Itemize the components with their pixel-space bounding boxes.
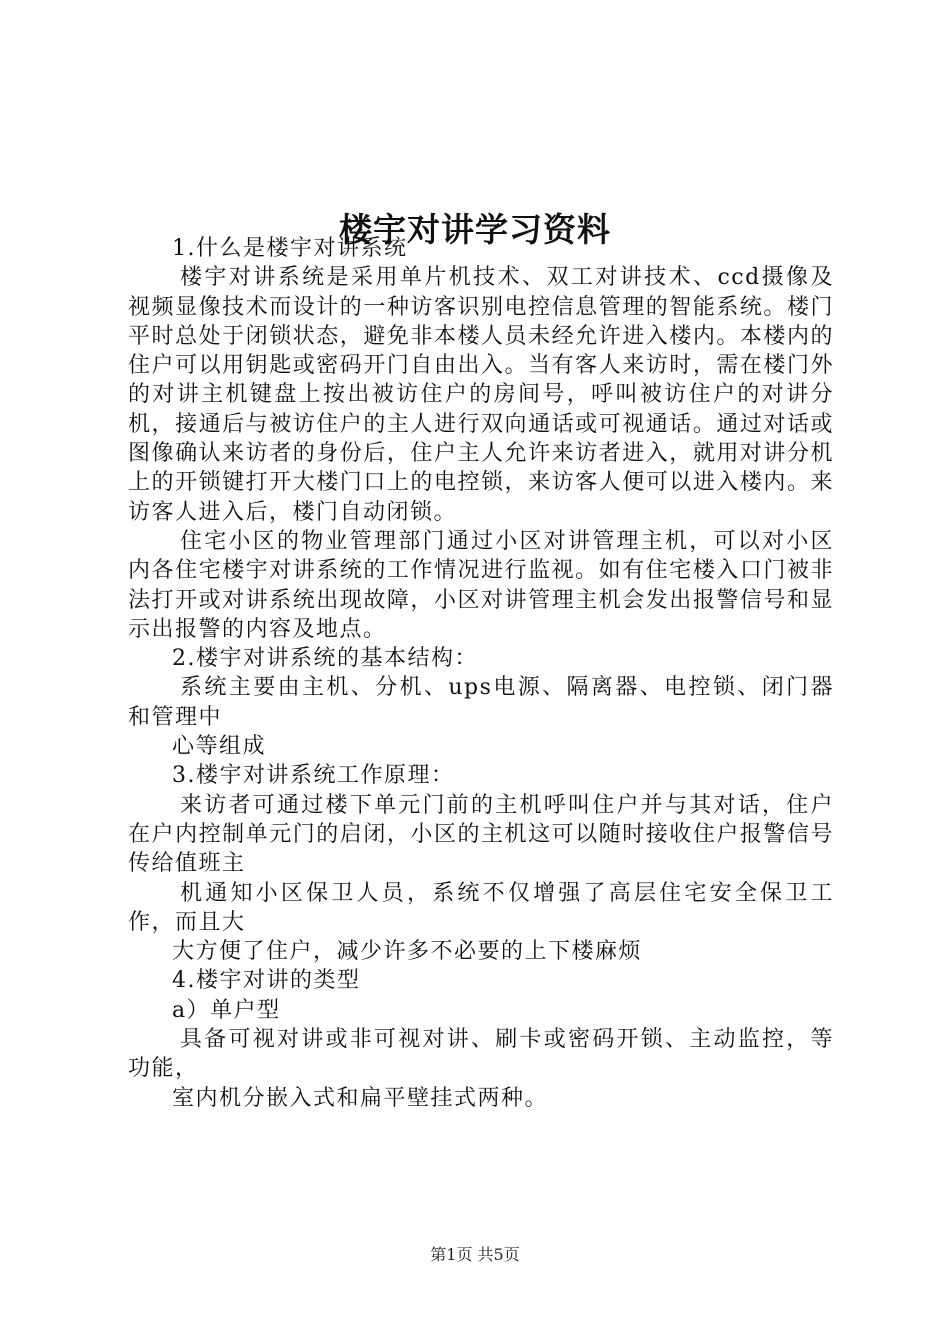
body-paragraph: 来访者可通过楼下单元门前的主机呼叫住户并与其对话，住户在户内控制单元门的启闭，小区的主机这可以随时接收住户报警信号传给值班主	[128, 792, 834, 877]
body-paragraph: 楼宇对讲系统是采用单片机技术、双工对讲技术、ccd摄像及视频显像技术而设计的一种访客识别电控信息管理的智能系统。楼门平时总处于闭锁状态，避免非本楼人员未经允许进入楼内。本楼内的住户可以用钥匙或密码开门自由出入。当有客人来访时，需在楼门外的对讲主机键盘上按出被访住户的房间号，呼叫被访住户的对讲分机，接通后与被访住户的主人进行双向通话或可视通话。通过对话或图像确认来访者的身份后，住户主人允许来访者进入，就用对讲分机上的开锁键打开大楼门口上的电控锁，来访客人便可以进入楼内。来访客人进入后，楼门自动闭锁。	[128, 265, 834, 525]
subsection-heading: a）单户型	[172, 997, 281, 1023]
body-line: 室内机分嵌入式和扁平壁挂式两种。	[172, 1085, 549, 1111]
body-line: 大方便了住户，减少许多不必要的上下楼麻烦	[172, 939, 643, 965]
section-heading-1: 1.什么是楼宇对讲系统	[172, 236, 408, 261]
document-body	[128, 234, 834, 1113]
section-heading-3: 3.楼宇对讲系统工作原理：	[172, 763, 455, 789]
section-heading-2: 2.楼宇对讲系统的基本结构：	[172, 646, 478, 672]
body-line: 心等组成	[172, 734, 267, 760]
page-number: 第1页 共5页	[430, 1245, 520, 1264]
document-title: 楼宇对讲学习资料	[339, 210, 611, 250]
body-paragraph: 机通知小区保卫人员，系统不仅增强了高层住宅安全保卫工作，而且大	[128, 880, 834, 935]
body-paragraph: 具备可视对讲或非可视对讲、刷卡或密码开锁、主动监控，等功能，	[128, 1027, 834, 1082]
body-paragraph: 住宅小区的物业管理部门通过小区对讲管理主机，可以对小区内各住宅楼宇对讲系统的工作情况进行监视。如有住宅楼入口门被非法打开或对讲系统出现故障，小区对讲管理主机会发出报警信号和显示出报警的内容及地点。	[128, 528, 834, 642]
body-paragraph: 系统主要由主机、分机、ups电源、隔离器、电控锁、闭门器和管理中	[128, 675, 834, 730]
section-heading-4: 4.楼宇对讲的类型	[172, 968, 361, 994]
